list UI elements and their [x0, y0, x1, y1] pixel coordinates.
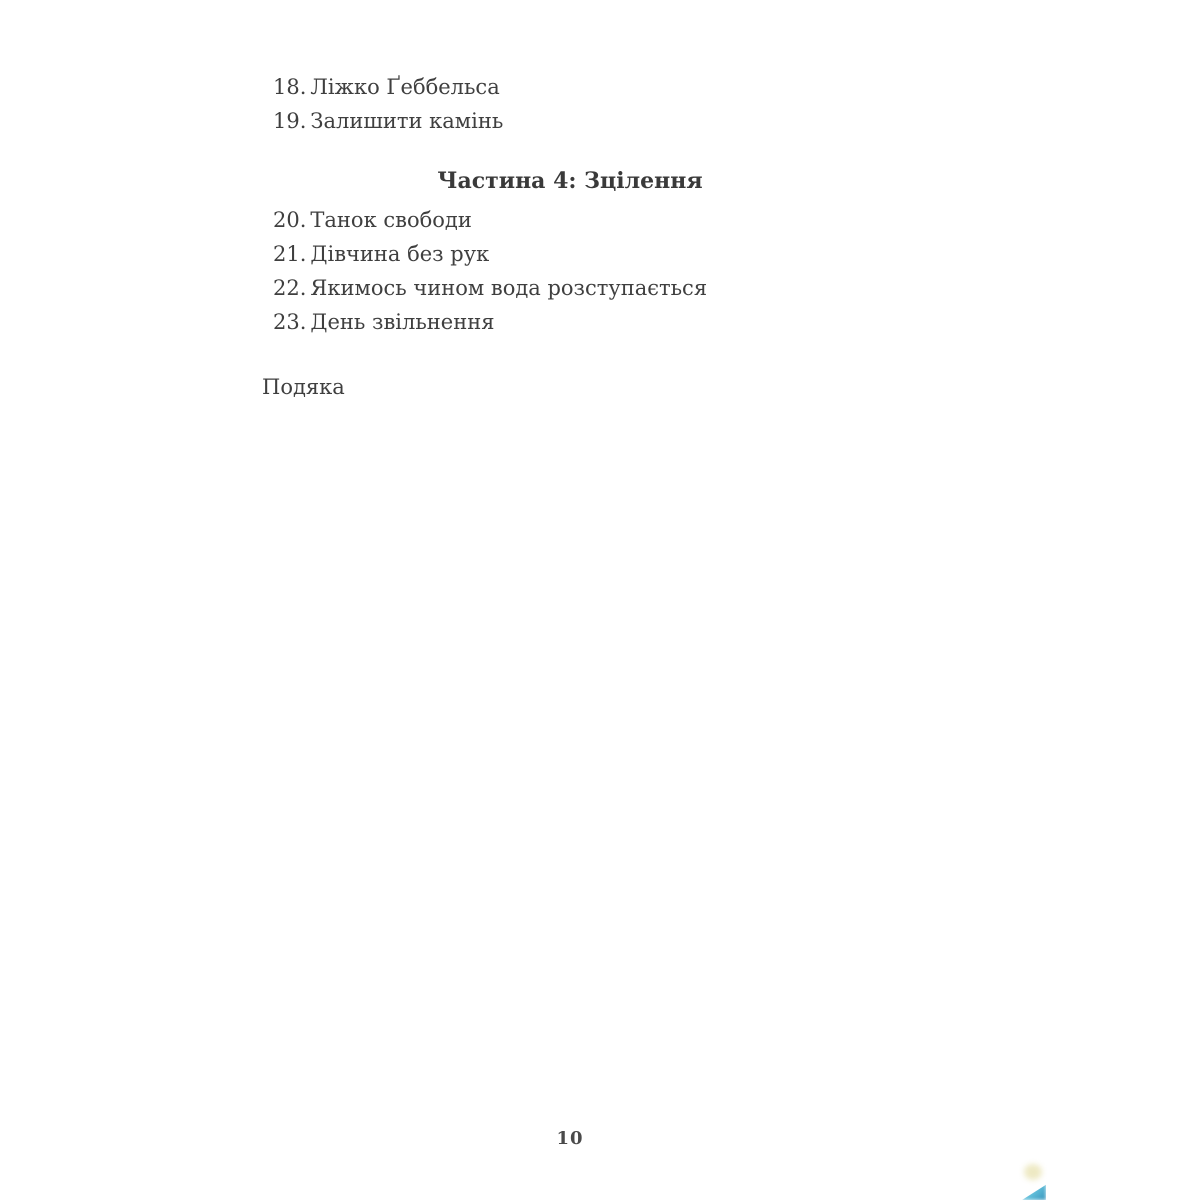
toc-item-number: 19. [273, 109, 307, 133]
acknowledgement-entry: Подяка [262, 375, 345, 399]
toc-item-title: День звільнення [310, 310, 495, 334]
toc-item-title: Залишити камінь [310, 109, 504, 133]
toc-item-21 [273, 237, 707, 271]
toc-item-number: 21. [273, 242, 307, 266]
toc-item-22 [273, 271, 707, 305]
part-4-heading: Частина 4: Зцілення [437, 168, 703, 194]
toc-item-20 [273, 203, 707, 237]
toc-item-number: 18. [273, 75, 307, 99]
toc-section-part4 [273, 203, 707, 339]
toc-item-23 [273, 305, 707, 339]
toc-item-title: Ліжко Ґеббельса [310, 75, 500, 99]
toc-item-title: Якимось чином вода розступається [310, 276, 708, 300]
toc-item-number: 23. [273, 310, 307, 334]
toc-item-18 [273, 70, 503, 104]
toc-section-part3-tail [273, 70, 503, 138]
toc-item-title: Танок свободи [310, 208, 472, 232]
artifact-yellow-blob [1024, 1164, 1042, 1180]
artifact-cyan-shape [1022, 1183, 1046, 1200]
toc-item-number: 22. [273, 276, 307, 300]
page-number: 10 [556, 1128, 584, 1149]
corner-image-artifact [1018, 1160, 1054, 1200]
toc-item-19 [273, 104, 503, 138]
toc-item-number: 20. [273, 208, 307, 232]
toc-item-title: Дівчина без рук [310, 242, 490, 266]
